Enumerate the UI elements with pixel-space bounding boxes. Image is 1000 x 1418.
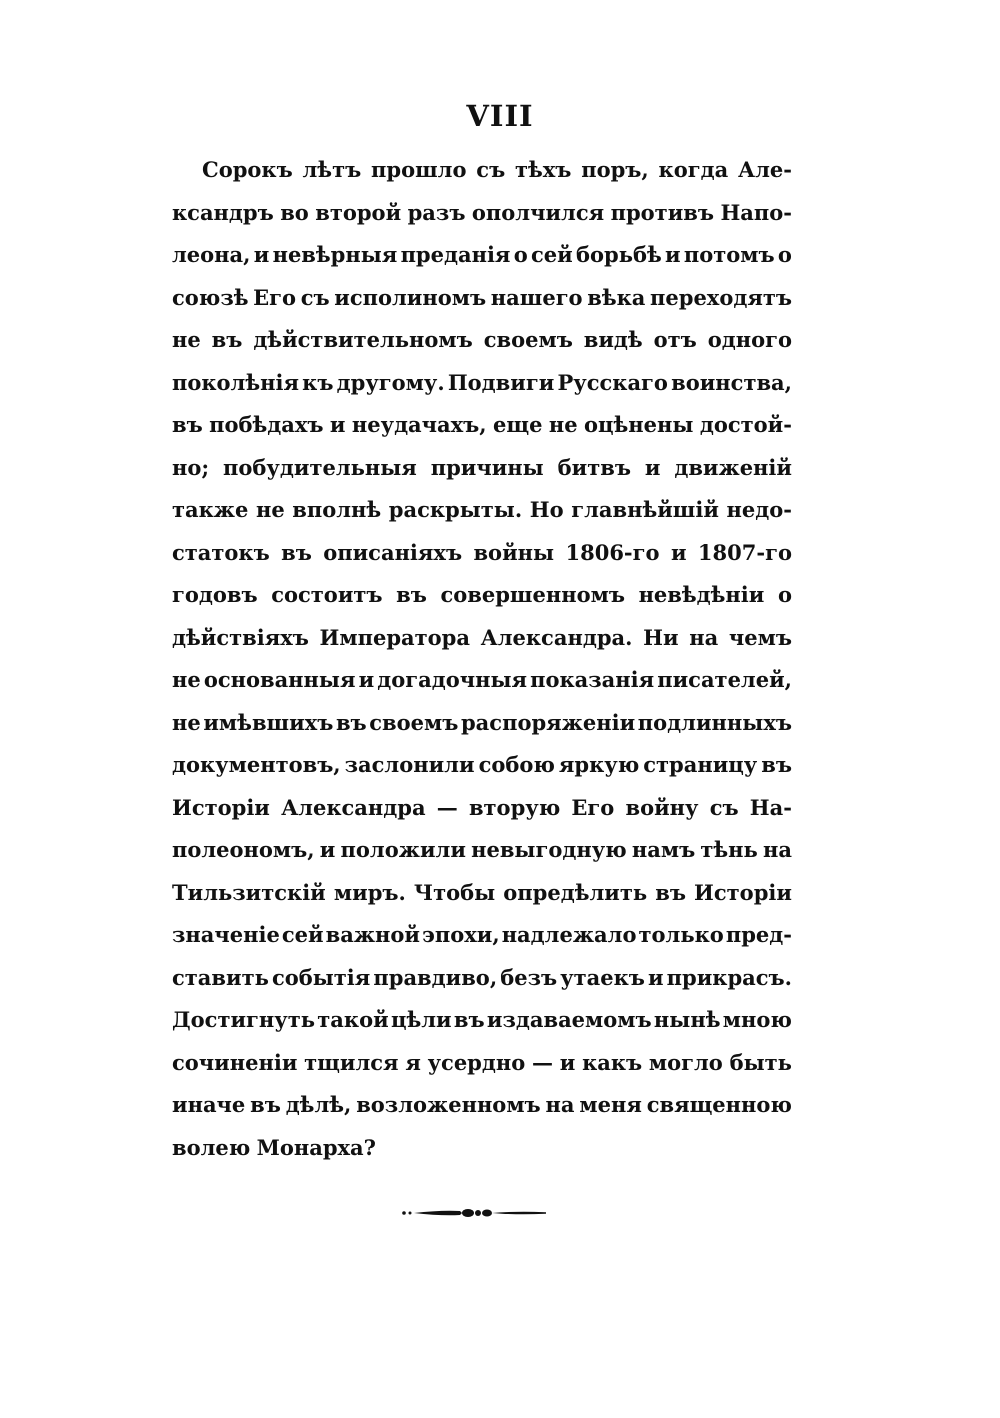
word: цѣли xyxy=(390,1007,452,1032)
word: на xyxy=(689,624,719,650)
text-line xyxy=(172,872,792,915)
word: иначе xyxy=(172,1092,246,1117)
word: собою xyxy=(478,752,555,777)
word: поръ, xyxy=(581,157,649,182)
word: возложенномъ xyxy=(356,1092,541,1117)
word: 1807-го xyxy=(697,539,792,565)
word: съ xyxy=(300,284,330,310)
word: вполнѣ xyxy=(292,497,382,522)
word: разъ xyxy=(407,199,466,225)
word: битвъ xyxy=(557,454,631,480)
page-number: VIII xyxy=(466,99,534,133)
body-paragraph xyxy=(172,149,792,1169)
word: событія xyxy=(271,964,371,990)
word: также xyxy=(172,497,249,522)
word: достой- xyxy=(699,412,792,437)
word: своемъ xyxy=(369,709,459,735)
word: основанныя xyxy=(203,667,356,692)
word: съ xyxy=(709,794,739,820)
word: въ xyxy=(211,327,243,352)
word: издаваемомъ xyxy=(486,1007,652,1032)
word: какъ xyxy=(582,1049,643,1075)
text-line xyxy=(172,277,792,320)
word: вѣка xyxy=(587,284,646,310)
word: леона, xyxy=(172,242,251,267)
word: поколѣнія xyxy=(172,369,299,395)
word: быть xyxy=(729,1049,792,1075)
text-line xyxy=(172,744,792,787)
text-line xyxy=(172,617,792,660)
word: вторую xyxy=(468,794,561,820)
word: Але- xyxy=(738,157,792,182)
word: правдиво, xyxy=(373,964,498,990)
word: второй xyxy=(315,199,402,225)
word: невыгодную xyxy=(471,837,627,862)
text-line xyxy=(172,362,792,405)
word: Чтобы xyxy=(413,879,496,905)
word: и xyxy=(670,539,687,565)
word: побудительныя xyxy=(223,454,417,480)
word: и xyxy=(559,1049,576,1075)
text-line xyxy=(172,489,792,532)
word: сочиненіи xyxy=(172,1049,298,1075)
word: въ xyxy=(335,709,367,735)
text-line xyxy=(172,829,792,872)
word: На- xyxy=(749,794,792,820)
word: преданія xyxy=(400,242,511,267)
word: дѣлѣ, xyxy=(285,1092,352,1117)
text-line xyxy=(172,532,792,575)
word: эпохи, xyxy=(422,922,500,947)
text-line xyxy=(172,319,792,362)
text-line xyxy=(172,957,792,1000)
word: воинства, xyxy=(671,369,792,395)
word: Тильзитскій xyxy=(172,879,326,905)
word: недо- xyxy=(726,497,792,522)
word: не xyxy=(255,497,285,522)
word: меня xyxy=(579,1092,642,1117)
word: невѣдѣніи xyxy=(638,582,765,607)
text-line xyxy=(172,914,792,957)
word: страницу xyxy=(643,752,758,777)
word: ставить xyxy=(172,964,269,990)
word: утаекъ xyxy=(560,964,645,990)
word: не xyxy=(172,327,201,352)
word: усердно xyxy=(427,1049,526,1075)
word: положили xyxy=(340,837,466,862)
word: Ни xyxy=(643,624,679,650)
word: о xyxy=(513,242,528,267)
word: Александра xyxy=(281,794,426,820)
word: Его xyxy=(571,794,615,820)
word: и xyxy=(648,964,664,990)
word: невѣрныя xyxy=(272,242,398,267)
word: значеніе xyxy=(172,922,280,947)
word: войны xyxy=(473,539,555,565)
word: распоряженіи xyxy=(461,709,636,735)
word: Подвиги xyxy=(447,369,555,395)
word: войну xyxy=(625,794,699,820)
word: такой xyxy=(317,1007,389,1032)
word: въ xyxy=(172,412,203,437)
word: важной xyxy=(325,922,421,947)
word: Императора xyxy=(319,624,470,650)
word: Исторіи xyxy=(694,879,792,905)
word: когда xyxy=(658,157,729,182)
word: яркую xyxy=(558,752,640,777)
word: догадочныя xyxy=(377,667,528,692)
word: не xyxy=(548,412,578,437)
word: неудачахъ, xyxy=(351,412,487,437)
word: прикрасъ. xyxy=(666,964,792,990)
word: своемъ xyxy=(483,327,573,352)
word: полеономъ, xyxy=(172,837,315,862)
text-line xyxy=(172,234,792,277)
word: тщился xyxy=(304,1049,399,1075)
word: Достигнуть xyxy=(172,1007,316,1032)
word: тѣхъ xyxy=(515,157,572,182)
text-line xyxy=(172,192,792,235)
word: и xyxy=(644,454,661,480)
word: въ xyxy=(396,582,427,607)
word: ксандръ xyxy=(172,199,274,225)
word: годовъ xyxy=(172,582,258,607)
word: и xyxy=(665,242,681,267)
word: ополчился xyxy=(471,199,605,225)
word: и xyxy=(253,242,270,267)
word: могло xyxy=(648,1049,723,1075)
word: Монарха? xyxy=(256,1134,376,1160)
text-line xyxy=(172,999,792,1042)
word: намъ xyxy=(631,837,696,862)
word: Его xyxy=(253,284,297,310)
text-line xyxy=(172,447,792,490)
word: исполиномъ xyxy=(334,284,487,310)
word: подлинныхъ xyxy=(637,709,792,735)
word: раскрыты. xyxy=(388,497,523,522)
word: переходятъ xyxy=(650,284,792,310)
word: имѣвшихъ xyxy=(203,709,334,735)
text-line xyxy=(172,787,792,830)
word: прошло xyxy=(371,157,467,182)
text-line xyxy=(172,1042,792,1085)
word: во xyxy=(280,199,309,225)
word: отъ xyxy=(653,327,697,352)
word: въ xyxy=(761,752,792,777)
word: еще xyxy=(493,412,543,437)
word: и xyxy=(358,667,375,692)
word: волею xyxy=(172,1134,251,1160)
word: пред- xyxy=(725,922,792,947)
word: о xyxy=(777,242,792,267)
word: борьбѣ xyxy=(576,242,662,267)
word: противъ xyxy=(610,199,714,225)
word: Напо- xyxy=(720,199,792,225)
word: опредѣлить xyxy=(503,879,648,905)
word: чемъ xyxy=(728,624,792,650)
word: лѣтъ xyxy=(302,157,362,182)
word: побѣдахъ xyxy=(209,412,324,437)
word: — xyxy=(532,1049,553,1075)
word: къ xyxy=(302,369,334,395)
word: дѣйствіяхъ xyxy=(172,624,309,650)
word: Исторіи xyxy=(172,794,270,820)
word: я xyxy=(405,1049,421,1075)
word: — xyxy=(436,794,458,820)
word: нашего xyxy=(490,284,583,310)
word: безъ xyxy=(500,964,558,990)
word: 1806-го xyxy=(565,539,660,565)
word: не xyxy=(172,667,201,692)
word: не xyxy=(172,709,201,735)
word: священною xyxy=(646,1092,792,1117)
word: потомъ xyxy=(683,242,775,267)
word: сей xyxy=(281,922,324,947)
word: видѣ xyxy=(583,327,643,352)
word: писателей, xyxy=(657,667,792,692)
word: другому. xyxy=(336,369,445,395)
word: дѣйствительномъ xyxy=(253,327,473,352)
word: въ xyxy=(655,879,686,905)
word: документовъ, xyxy=(172,752,341,777)
word: въ xyxy=(453,1007,485,1032)
text-line xyxy=(172,1127,792,1170)
word: въ xyxy=(250,1092,281,1117)
word: нынѣ xyxy=(653,1007,721,1032)
word: Сорокъ xyxy=(202,157,293,182)
word: мною xyxy=(722,1007,792,1032)
word: описаніяхъ xyxy=(323,539,463,565)
text-line xyxy=(172,659,792,702)
word: и xyxy=(319,837,336,862)
word: съ xyxy=(476,157,506,182)
word: движеній xyxy=(674,454,792,480)
word: сей xyxy=(531,242,573,267)
text-line xyxy=(172,404,792,447)
word: оцѣнены xyxy=(584,412,694,437)
word: но; xyxy=(172,454,210,480)
word: статокъ xyxy=(172,539,270,565)
word: о xyxy=(777,582,792,607)
tailpiece-ornament xyxy=(400,1206,550,1220)
word: только xyxy=(638,922,724,947)
word: на xyxy=(545,1092,575,1117)
word: совершенномъ xyxy=(440,582,625,607)
word: заслонили xyxy=(344,752,475,777)
word: Русскаго xyxy=(557,369,668,395)
word: миръ. xyxy=(333,879,406,905)
text-line xyxy=(172,1084,792,1127)
word: Александра. xyxy=(480,624,633,650)
word: и xyxy=(329,412,346,437)
word: одного xyxy=(707,327,792,352)
word: надлежало xyxy=(501,922,637,947)
word: тѣнь xyxy=(700,837,758,862)
text-line xyxy=(172,702,792,745)
text-line xyxy=(172,149,792,192)
word: главнѣйшій xyxy=(571,497,719,522)
word: союзѣ xyxy=(172,284,249,310)
word: въ xyxy=(281,539,312,565)
word: Но xyxy=(529,497,564,522)
word: показанія xyxy=(530,667,655,692)
text-line xyxy=(172,574,792,617)
word: причины xyxy=(430,454,544,480)
word: на xyxy=(762,837,792,862)
word: состоитъ xyxy=(271,582,383,607)
